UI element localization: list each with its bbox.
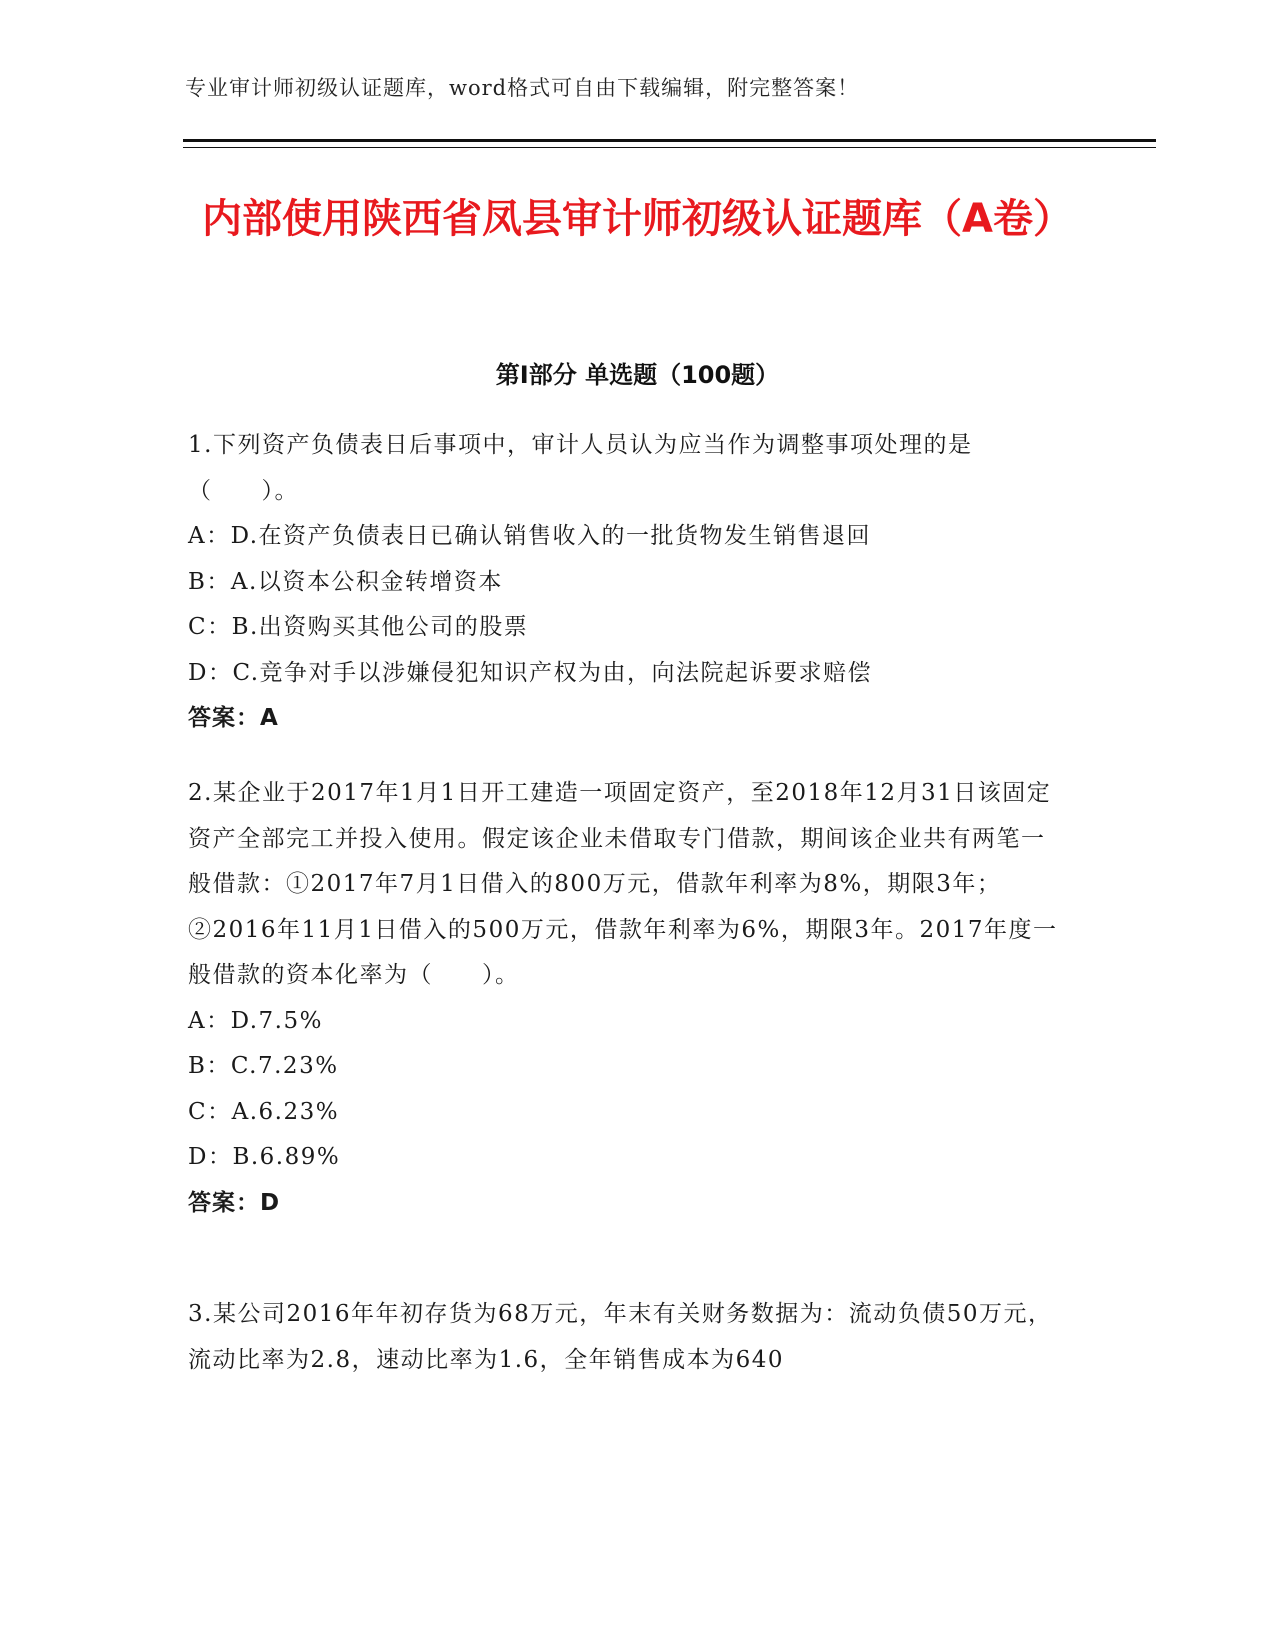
document-title: 内部使用陕西省凤县审计师初级认证题库（A卷）	[202, 196, 1073, 242]
option-c: C：B.出资购买其他公司的股票	[188, 614, 529, 640]
question-2	[188, 771, 1068, 1226]
question-stem: 2.某企业于2017年1月1日开工建造一项固定资产，至2018年12月31日该固定资产全部完工并投入使用。假定该企业未借取专门借款，期间该企业共有两笔一般借款：①2017年7月1日借入的800万元，借款年利率为8%，期限3年；②2016年11月1日借入的500万元，借款年利率为6%，期限3年。2017年度一般借款的资本化率为（ ）。	[188, 780, 1058, 988]
header-rule-thin	[183, 147, 1156, 148]
question-1	[188, 423, 1068, 742]
header-rule-thick	[183, 139, 1156, 142]
question-3	[188, 1292, 1068, 1383]
answer: 答案：D	[188, 1189, 281, 1216]
option-a: A：D.在资产负债表日已确认销售收入的一批货物发生销售退回	[188, 523, 872, 549]
option-d: D：B.6.89%	[188, 1144, 341, 1170]
question-stem: 1.下列资产负债表日后事项中，审计人员认为应当作为调整事项处理的是（ ）。	[188, 432, 973, 504]
option-b: B：A.以资本公积金转增资本	[188, 568, 503, 595]
header-note: 专业审计师初级认证题库，word格式可自由下载编辑，附完整答案！	[185, 76, 860, 100]
answer: 答案：A	[188, 705, 279, 731]
option-c: C：A.6.23%	[188, 1098, 340, 1125]
section-title: 第I部分 单选题（100题）	[495, 361, 780, 389]
option-b: B：C.7.23%	[188, 1053, 339, 1079]
question-stem: 3.某公司2016年年初存货为68万元，年末有关财务数据为：流动负债50万元，流动比率为2.8，速动比率为1.6，全年销售成本为640	[188, 1301, 1053, 1373]
option-d: D：C.竞争对手以涉嫌侵犯知识产权为由，向法院起诉要求赔偿	[188, 659, 873, 686]
option-a: A：D.7.5%	[188, 1007, 323, 1034]
